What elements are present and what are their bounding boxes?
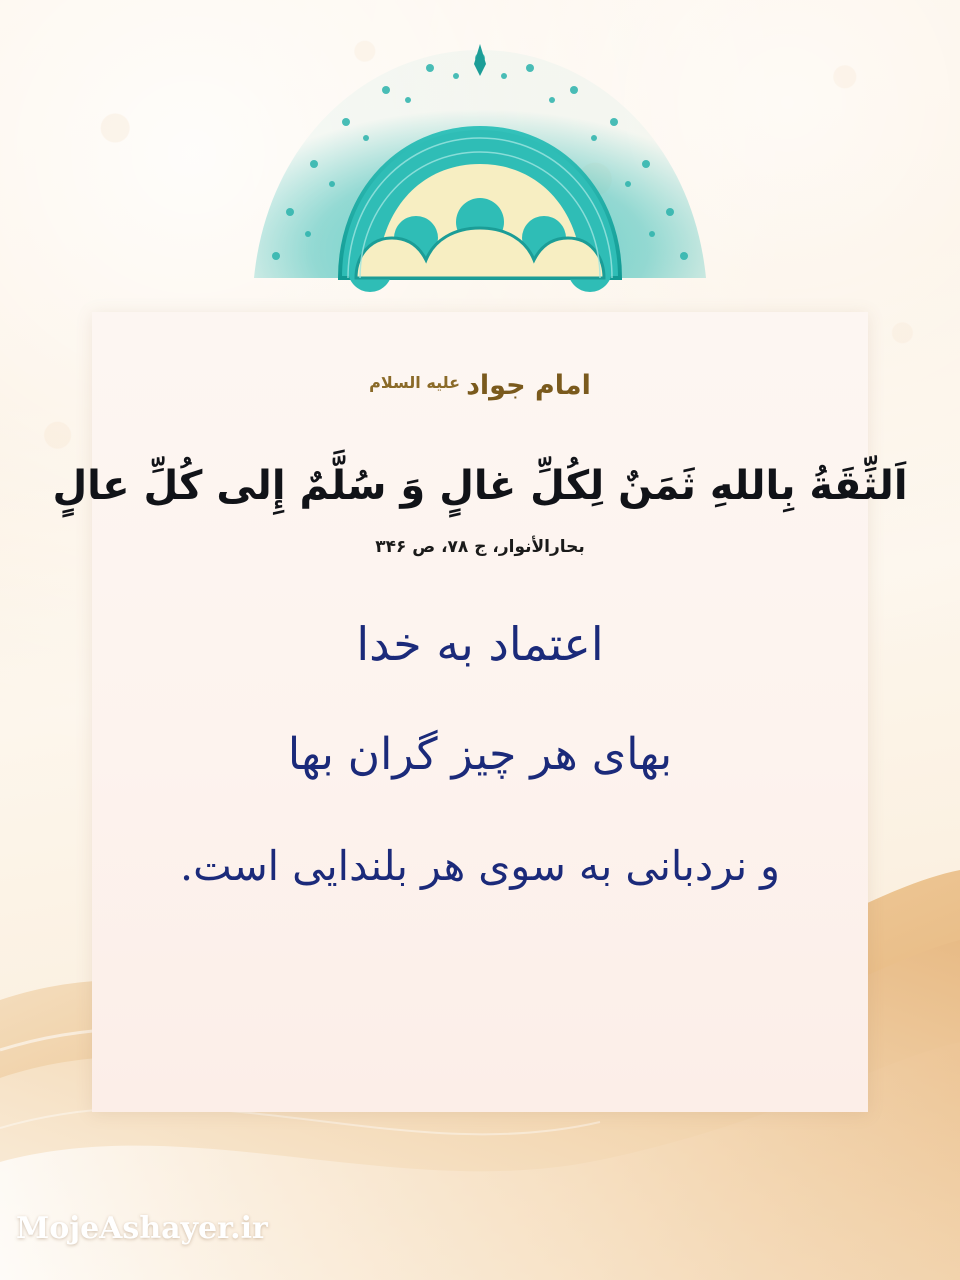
site-watermark: MojeAshayer.ir — [16, 1211, 268, 1246]
translation-line-2: بهای هر چیز گران بها — [287, 729, 673, 780]
ornamental-dome-decoration — [220, 42, 740, 342]
honorific-text: علیه السلام — [369, 373, 461, 392]
quote-card — [52, 312, 908, 1112]
persian-translation — [92, 583, 868, 890]
attribution-line — [369, 370, 591, 401]
translation-line-3: و نردبانی به سوی هر بلندایی است. — [180, 842, 780, 890]
imam-name: امام جواد — [466, 370, 591, 401]
hadith-arabic-text: اَلثِّقَةُ بِاللهِ ثَمَنٌ لِكُلِّ غالٍ وَ سُلَّمٌ إِلى كُلِّ عالٍ — [52, 463, 908, 509]
translation-line-1: اعتماد به خدا — [356, 617, 604, 671]
hadith-source-citation: بحارالأنوار، ج ۷۸، ص ۳۴۶ — [375, 537, 585, 557]
